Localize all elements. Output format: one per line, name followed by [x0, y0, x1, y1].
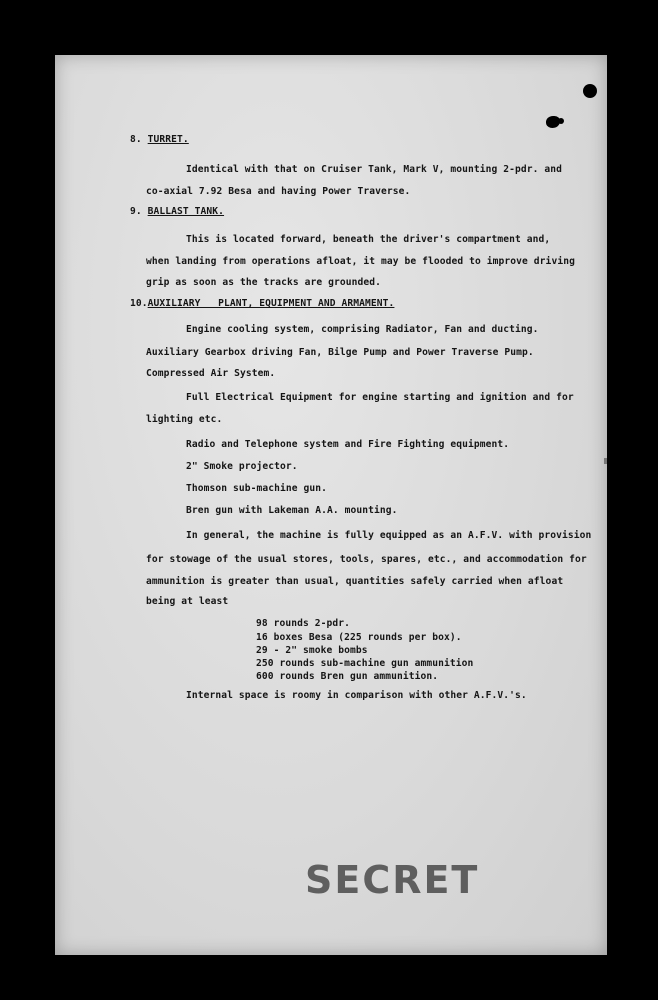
section-8-line-2: co-axial 7.92 Besa and having Power Traverse.	[146, 186, 411, 197]
margin-mark	[604, 458, 607, 464]
section-8-number: 8.	[130, 134, 142, 145]
section-10-line-1: Engine cooling system, comprising Radiator, Fan and ducting.	[186, 324, 539, 335]
punch-hole	[583, 84, 597, 98]
section-8-heading	[130, 134, 189, 145]
section-10-line-6: Radio and Telephone system and Fire Fighting equipment.	[186, 439, 510, 450]
section-10-line-2: Auxiliary Gearbox driving Fan, Bilge Pump and Power Traverse Pump.	[146, 347, 534, 358]
section-10-line-7: 2" Smoke projector.	[186, 461, 298, 472]
section-10-title: AUXILIARY PLANT, EQUIPMENT AND ARMAMENT.	[147, 298, 395, 309]
section-8-line-1: Identical with that on Cruiser Tank, Mark V, mounting 2-pdr. and	[186, 164, 563, 175]
ammo-item: 29 - 2" smoke bombs	[256, 645, 368, 656]
closing-line: Internal space is roomy in comparison with other A.F.V.'s.	[186, 690, 527, 701]
section-10-number: 10.	[130, 298, 148, 309]
section-8-title: TURRET.	[147, 134, 189, 145]
section-10-line-10: In general, the machine is fully equipped as an A.F.V. with provision	[186, 530, 592, 541]
section-10-line-12: ammunition is greater than usual, quantities safely carried when afloat	[146, 576, 564, 587]
section-9-line-2: when landing from operations afloat, it may be flooded to improve driving	[146, 256, 575, 267]
section-10-heading	[130, 298, 394, 309]
ammo-item: 250 rounds sub-machine gun ammunition	[256, 658, 474, 669]
ammo-item: 98 rounds 2-pdr.	[256, 618, 351, 629]
section-10-line-8: Thomson sub-machine gun.	[186, 483, 328, 494]
section-9-number: 9.	[130, 206, 142, 217]
ink-blot-small	[558, 118, 564, 124]
section-10-line-3: Compressed Air System.	[146, 368, 276, 379]
section-10-line-4: Full Electrical Equipment for engine starting and ignition and for	[186, 392, 574, 403]
section-10-line-11: for stowage of the usual stores, tools, spares, etc., and accommodation for	[146, 554, 587, 565]
section-9-heading	[130, 206, 224, 217]
section-9-line-3: grip as soon as the tracks are grounded.	[146, 277, 382, 288]
section-9-title: BALLAST TANK.	[147, 206, 225, 217]
ammo-item: 16 boxes Besa (225 rounds per box).	[256, 632, 462, 643]
ammo-item: 600 rounds Bren gun ammunition.	[256, 671, 439, 682]
section-9-line-1: This is located forward, beneath the driver's compartment and,	[186, 234, 551, 245]
section-10-line-13: being at least	[146, 596, 229, 607]
secret-stamp: SECRET	[305, 858, 480, 902]
section-10-line-5: lighting etc.	[146, 414, 223, 425]
section-10-line-9: Bren gun with Lakeman A.A. mounting.	[186, 505, 398, 516]
